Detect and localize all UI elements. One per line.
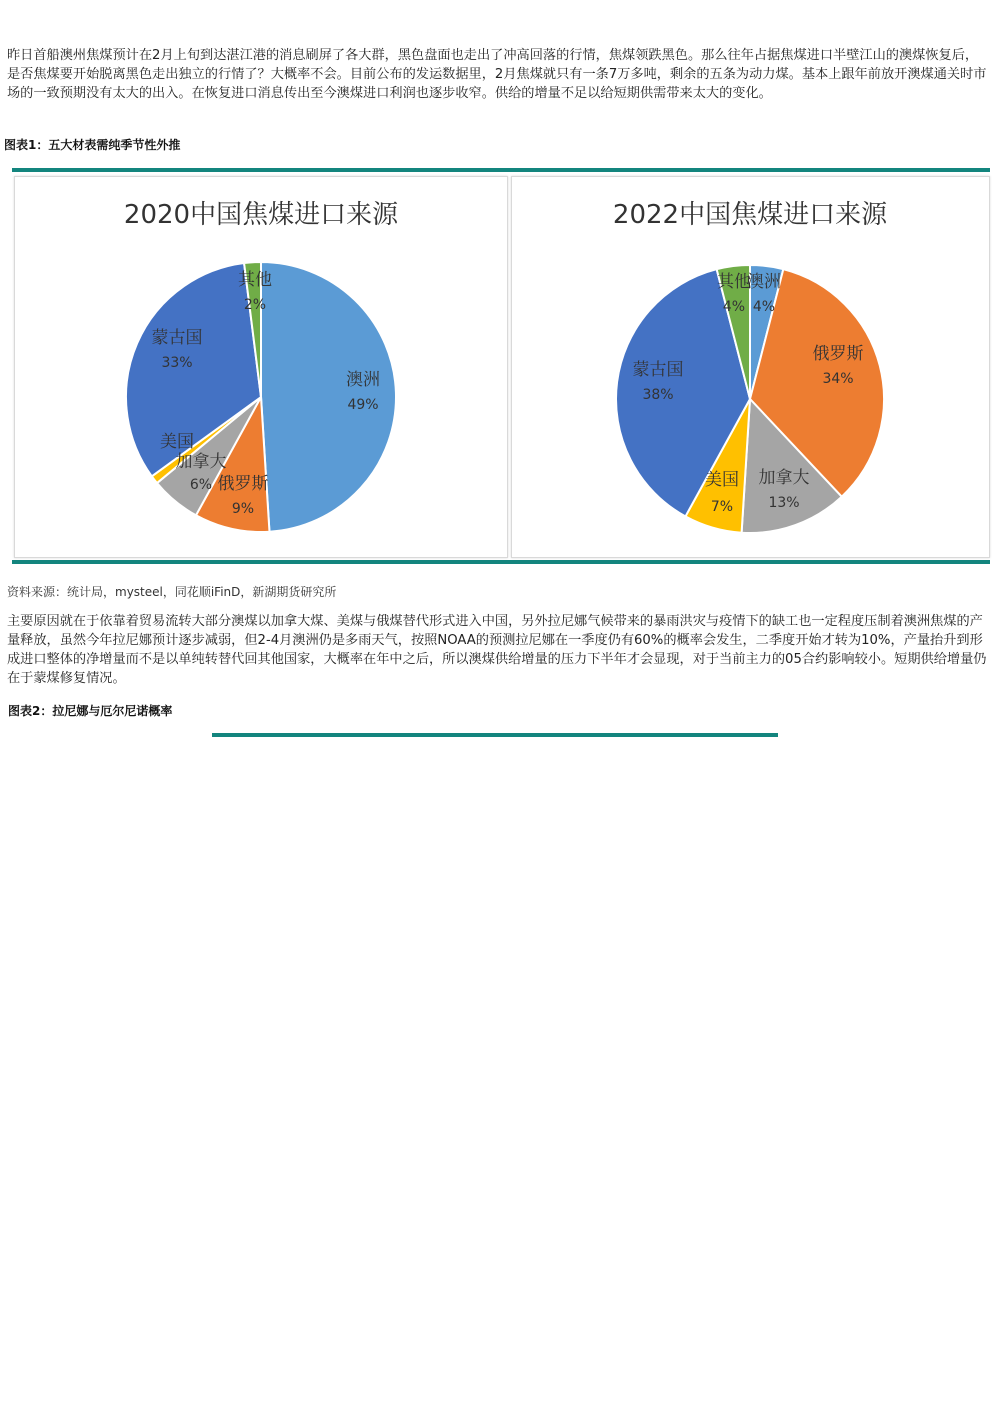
slice-label: 澳洲 (346, 370, 380, 390)
slice-label: 其他 (717, 272, 751, 292)
analysis-paragraph: 主要原因就在于依靠着贸易流转大部分澳煤以加拿大煤、美煤与俄煤替代形式进入中国，另外拉尼娜气候带来的暴雨洪灾与疫情下的缺工也一定程度压制着澳洲焦煤的产量释放，虽然今年拉尼娜预计逐步减弱，但2-4月澳洲仍是多雨天气，按照NOAA的预测拉尼娜在一季度仍有60%的概率会发生，二季度开始才转为10%，产量抬升到形成进口整体的净增量而不是以单纯转替代回其他国家，大概率在年中之后，所以澳煤供给增量的压力下半年才会显现，对于当前主力的05合约影响较小。短期供给增量仍在于蒙煤修复情况。 (7, 614, 987, 686)
slice-percent-label: 4% (752, 299, 776, 315)
slice-label: 澳洲 (747, 272, 781, 292)
pie-chart-2022 (511, 176, 990, 558)
chart-title: 2022中国焦煤进口来源 (612, 200, 888, 230)
pie-2020-canvas (15, 177, 507, 557)
slice-label: 加拿大 (758, 468, 810, 488)
slice-label: 蒙古国 (151, 328, 203, 348)
figure-1-caption: 图表1：五大材表需纯季节性外推 (4, 138, 181, 152)
chart-title: 2020中国焦煤进口来源 (123, 200, 399, 230)
slice-label: 加拿大 (175, 452, 227, 472)
pie-chart-2020 (14, 176, 508, 558)
figure-2-top-rule (212, 733, 778, 737)
slice-percent-label: 33% (161, 355, 193, 371)
slice-percent-label: 9% (231, 501, 255, 517)
slice-percent-label: 49% (347, 397, 379, 413)
figure-1-bottom-rule (12, 560, 990, 564)
figure-1-source: 资料来源：统计局，mysteel，同花顺iFinD，新湖期货研究所 (7, 585, 337, 599)
slice-percent-label: 7% (710, 499, 734, 515)
slice-percent-label: 2% (243, 297, 267, 313)
slice-label: 其他 (238, 270, 272, 290)
slice-label: 美国 (705, 470, 739, 490)
slice-label: 俄罗斯 (812, 344, 864, 364)
slice-percent-label: 34% (822, 371, 854, 387)
slice-label: 俄罗斯 (217, 474, 269, 494)
slice-label: 蒙古国 (632, 360, 684, 380)
slice-percent-label: 13% (768, 495, 800, 511)
intro-paragraph: 昨日首船澳州焦煤预计在2月上旬到达湛江港的消息刷屏了各大群，黑色盘面也走出了冲高回落的行情，焦煤领跌黑色。那么往年占据焦煤进口半壁江山的澳煤恢复后，是否焦煤要开始脱离黑色走出独立的行情了？大概率不会。目前公布的发运数据里，2月焦煤就只有一条7万多吨，剩余的五条为动力煤。基本上跟年前放开澳煤通关时市场的一致预期没有太大的出入。在恢复进口消息传出至今澳煤进口利润也逐步收窄。供给的增量不足以给短期供需带来太大的变化。 (7, 48, 987, 101)
slice-percent-label: 38% (642, 387, 674, 403)
pie-2022-canvas (512, 177, 989, 557)
slice-label: 美国 (160, 432, 194, 452)
figure-2-caption: 图表2：拉尼娜与厄尔尼诺概率 (8, 704, 173, 718)
slice-percent-label: 4% (722, 299, 746, 315)
figure-1-top-rule (12, 168, 990, 172)
slice-percent-label: 6% (189, 477, 213, 493)
